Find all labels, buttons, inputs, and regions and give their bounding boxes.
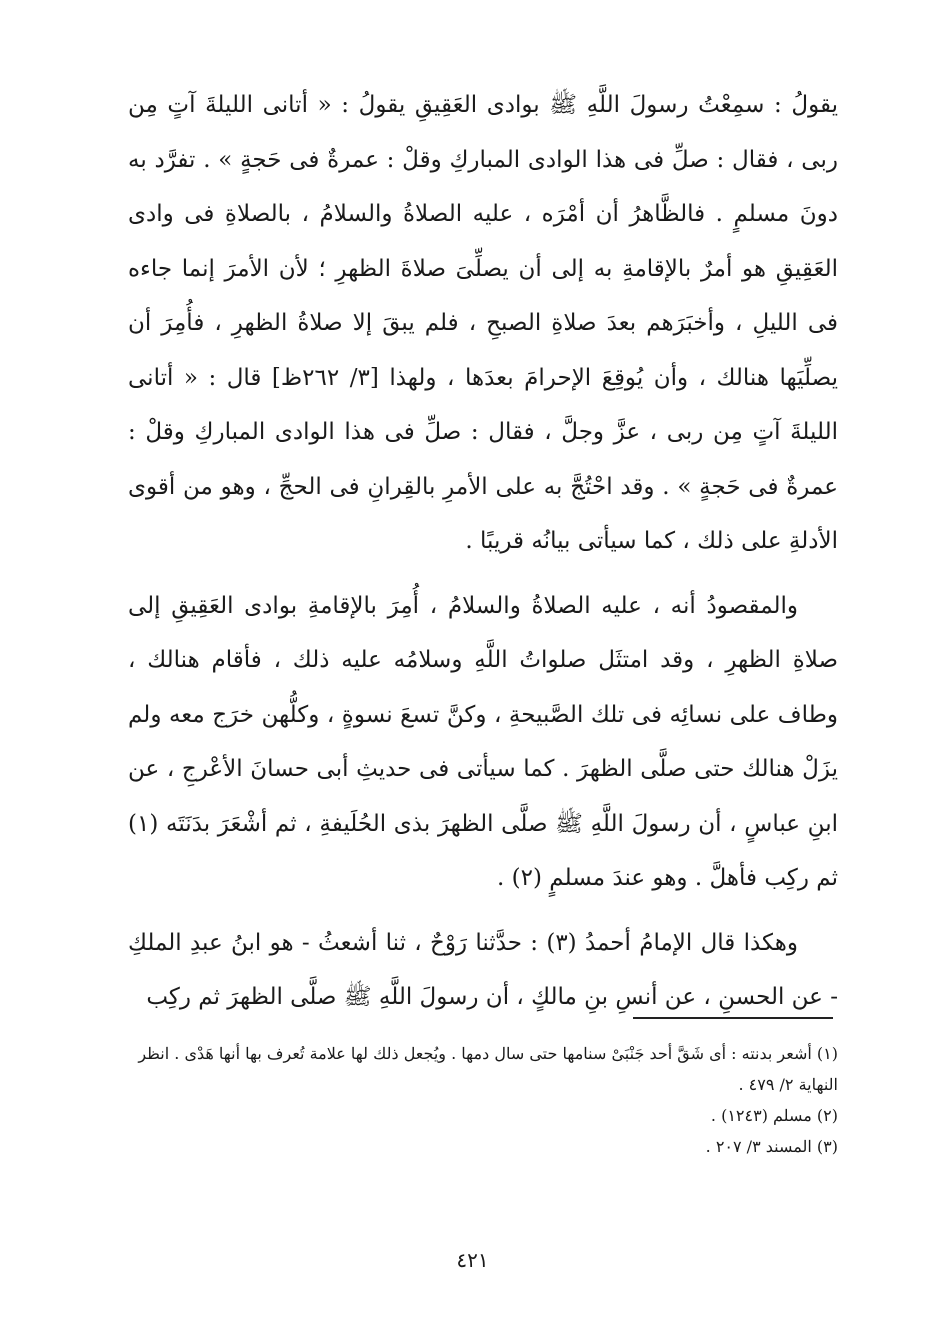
page-number: ٤٢١ (456, 1248, 489, 1272)
footnote-1: (١) أشعر بدنته : أى شَقَّ أحد جَنْبَىْ سنامها حتى سال دمها . ويُجعل ذلك لها علامة تُعرف بها أنها هَدْى . انظر النهاية ٢/ ٤٧٩ . (138, 1044, 838, 1094)
footnote-2: (٢) مسلم (١٢٤٣) . (710, 1106, 838, 1125)
footnotes (128, 1038, 838, 1162)
paragraph-2: والمقصودُ أنه ، عليه الصلاةُ والسلامُ ، أُمِرَ بالإقامةِ بوادى العَقِيقِ إلى صلاةِ الظهرِ ، وقد امتثَل صلواتُ اللَّهِ وسلامُه عليه ذلك ، فأقام هنالك ، وطاف على نسائِه فى تلك الصَّبيحةِ ، وكنَّ تسعَ نسوةٍ ، وكلُّهن خرَج معه ولم يزَلْ هنالك حتى صلَّى الظهرَ . كما سيأتى فى حديثِ أبى حسانَ الأعْرجِ ، عن ابنِ عباسٍ ، أن رسولَ اللَّهِ ﷺ صلَّى الظهرَ بذى الحُلَيفةِ ، ثم أشْعَرَ بدَنَتَه (١) ثم ركِب فأهلَّ . وهو عندَ مسلمٍ (٢) . (128, 592, 838, 891)
footnote-3: (٣) المسند ٣/ ٢٠٧ . (705, 1137, 838, 1156)
footnote-separator (633, 1017, 833, 1019)
main-text (128, 78, 838, 1025)
paragraph-3: وهكذا قال الإمامُ أحمدُ (٣) : حدَّثنا رَوْحٌ ، ثنا أشعثُ - هو ابنُ عبدِ الملكِ - عن الحسنِ ، عن أنسِ بنِ مالكٍ ، أن رسولَ اللَّهِ ﷺ صلَّى الظهرَ ثم ركِب (128, 929, 838, 1010)
paragraph-1: يقولُ : سمِعْتُ رسولَ اللَّهِ ﷺ بوادى العَقِيقِ يقولُ : « أتانى الليلةَ آتٍ مِن ربى ، فقال : صلِّ فى هذا الوادى المباركِ وقلْ : عمرةٌ فى حَجةٍ » . تفرَّد به دونَ مسلمٍ . فالظَّاهرُ أن أمْرَه ، عليه الصلاةُ والسلامُ ، بالصلاةِ فى وادى العَقِيقِ هو أمرٌ بالإقامةِ به إلى أن يصلِّىَ صلاةَ الظهرِ ؛ لأن الأمرَ إنما جاءه فى الليلِ ، وأخبَرَهم بعدَ صلاةِ الصبحِ ، فلم يبقَ إلا صلاةُ الظهرِ ، فأُمِرَ أن يصلِّيَها هنالك ، وأن يُوقِعَ الإحرامَ بعدَها ، ولهذا [٣/ ٢٦٢ظ] قال : « أتانى الليلةَ آتٍ مِن ربى ، عزَّ وجلَّ ، فقال : صلِّ فى هذا الوادى المباركِ وقلْ : عمرةٌ فى حَجةٍ » . وقد احْتُجَّ به على الأمرِ بالقِرانِ فى الحجِّ ، وهو من أقوى الأدلةِ على ذلك ، كما سيأتى بيانُه قريبًا . (128, 92, 839, 554)
